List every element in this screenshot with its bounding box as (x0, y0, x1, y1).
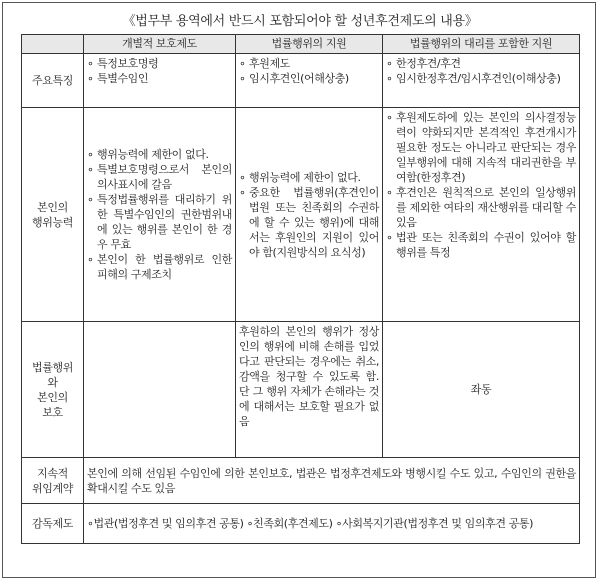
list-item: ∘ 임시한정후견/임시후견인(이해상충) (386, 71, 576, 86)
label-line: 보호 (42, 405, 63, 419)
header-corner (22, 35, 84, 54)
protection-col2: 후원하의 본인의 행위가 정상인의 행위에 비해 손해를 입었다고 판단되는 경우에는 취소, 감액을 청구할 수 있도록 함. 단 그 행위 자체가 손해라는 것에 대해서는 보호할 필요가 없음 (236, 322, 383, 458)
list-item: ∘ 법관 또는 친족회의 수권이 있어야 할 행위를 특정 (386, 230, 576, 260)
list-item: ∘ 후원제도하에 있는 본인의 의사결정능력이 약화되지만 본격적인 후견개시가 필요한 정도는 아니라고 판단되는 경우 일부행위에 대해 지속적 대리권한을 부여함(한정후견) (386, 110, 576, 185)
header-legal-act-support: 법률행위의 지원 (236, 35, 383, 54)
header-support-with-agency: 법률행위의 대리를 포함한 지원 (383, 35, 580, 54)
features-col3 (383, 54, 580, 108)
document-title: 《법무부 용역에서 반드시 포함되어야 할 성년후견제도의 내용》 (122, 14, 478, 29)
features-col1 (84, 54, 236, 108)
row-label-continuity (22, 458, 84, 504)
row-continuity (22, 458, 580, 504)
row-label-supervision: 감독제도 (22, 504, 84, 544)
supervision-text (84, 504, 580, 544)
label-line: 본인의 (37, 200, 68, 214)
capacity-col2 (236, 108, 383, 322)
list-item: ∘ 한정후견/후견 (386, 56, 576, 71)
guardianship-table (21, 34, 580, 544)
list-item: ∘ 특별보호명령으로서 본인의 의사표시에 갈음 (87, 162, 232, 192)
features-col2 (236, 54, 383, 108)
list-item: ∘ 특별수임인 (87, 71, 232, 86)
list-item: ∘ 중요한 법률행위(후견인이 법원 또는 친족회의 수권하에 할 수 있는 행위)에 대해서는 후원인의 지원이 있어야 함(지원방식의 요식성) (239, 185, 379, 260)
label-line: 지속적 (37, 466, 68, 480)
list-item: ∘ 본인이 한 법률행위로 인한 피해의 구제조치 (87, 252, 232, 282)
header-individual-protection: 개별적 보호제도 (84, 35, 236, 54)
label-line: 위임계약 (32, 481, 73, 495)
list-item: ∘ 후원제도 (239, 56, 379, 71)
row-protection (22, 322, 580, 458)
supervision-item: ∘법관(법정후견 및 임의후견 공통) (87, 517, 244, 530)
label-line: 본인의 (37, 390, 68, 404)
capacity-col3 (383, 108, 580, 322)
row-label-protection (22, 322, 84, 458)
supervision-item: ∘사회복지기관(법정후견 및 임의후견 공통) (335, 517, 534, 530)
list-item: ∘ 후견인은 원칙적으로 본인의 일상행위를 제외한 여타의 재산행위를 대리할 수 있음 (386, 185, 576, 230)
row-label-capacity (22, 108, 84, 322)
header-row (22, 35, 580, 54)
list-item: ∘ 임시후견인(어해상충) (239, 71, 379, 86)
list-item: ∘ 행위능력에 제한이 없다. (239, 170, 379, 185)
list-item: ∘ 특정보호명령 (87, 56, 232, 71)
protection-col3: 좌동 (383, 322, 580, 458)
list-item: ∘ 행위능력에 제한이 없다. (87, 147, 232, 162)
row-label-features: 주요특징 (22, 54, 84, 108)
continuity-text: 본인에 의해 선임된 수임인에 의한 본인보호, 법관은 법정후견제도와 병행시킬 수도 있고, 수임인의 권한을 확대시킬 수도 있음 (84, 458, 580, 504)
label-line: 와 (47, 375, 58, 389)
row-supervision (22, 504, 580, 544)
label-line: 법률행위 (32, 360, 73, 374)
supervision-item: ∘친족회(후견제도) (246, 517, 333, 530)
capacity-col1 (84, 108, 236, 322)
row-features (22, 54, 580, 108)
list-item: ∘ 특정법률행위를 대리하기 위한 특별수임인의 권한범위내에 있는 행위를 본인이 한 경우 무효 (87, 192, 232, 252)
label-line: 행위능력 (32, 215, 73, 229)
protection-col1 (84, 322, 236, 458)
row-capacity (22, 108, 580, 322)
